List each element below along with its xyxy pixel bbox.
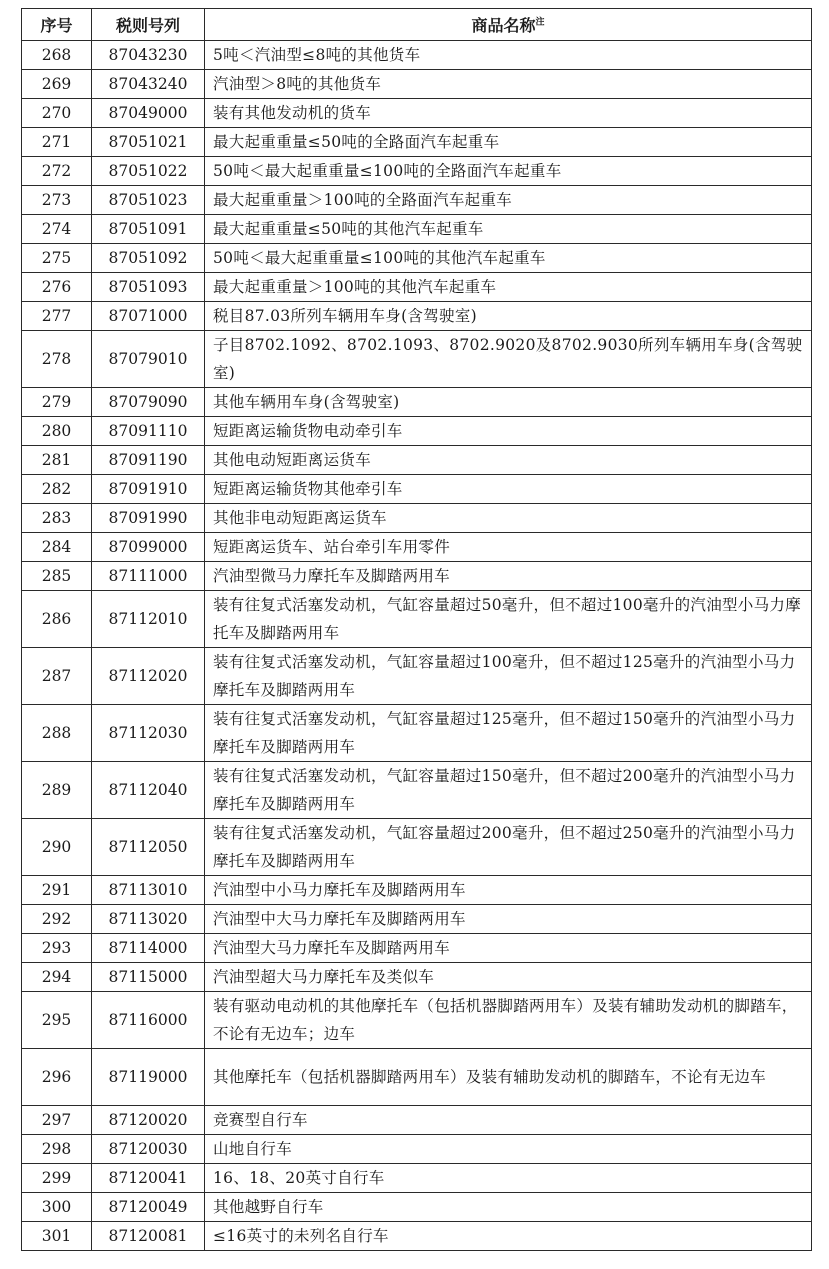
row-seq: 288 bbox=[22, 705, 92, 762]
row-seq: 301 bbox=[22, 1222, 92, 1251]
row-name: 山地自行车 bbox=[205, 1135, 812, 1164]
row-seq: 286 bbox=[22, 591, 92, 648]
row-name: 最大起重重量≤50吨的其他汽车起重车 bbox=[205, 215, 812, 244]
table-row bbox=[22, 905, 812, 934]
table-row bbox=[22, 388, 812, 417]
row-code: 87091110 bbox=[92, 417, 205, 446]
row-name: 最大起重重量≤50吨的全路面汽车起重车 bbox=[205, 128, 812, 157]
row-name: 50吨＜最大起重重量≤100吨的其他汽车起重车 bbox=[205, 244, 812, 273]
row-code: 87051022 bbox=[92, 157, 205, 186]
row-seq: 272 bbox=[22, 157, 92, 186]
table-row bbox=[22, 819, 812, 876]
header-name-note: 注 bbox=[535, 17, 545, 28]
row-name: 汽油型微马力摩托车及脚踏两用车 bbox=[205, 562, 812, 591]
row-code: 87113020 bbox=[92, 905, 205, 934]
row-seq: 285 bbox=[22, 562, 92, 591]
table-row bbox=[22, 533, 812, 562]
table-row bbox=[22, 41, 812, 70]
row-code: 87079010 bbox=[92, 331, 205, 388]
row-name: ≤16英寸的未列名自行车 bbox=[205, 1222, 812, 1251]
table-row bbox=[22, 446, 812, 475]
row-seq: 300 bbox=[22, 1193, 92, 1222]
table-row bbox=[22, 128, 812, 157]
table-row bbox=[22, 1049, 812, 1106]
row-code: 87112020 bbox=[92, 648, 205, 705]
row-seq: 278 bbox=[22, 331, 92, 388]
table-row bbox=[22, 417, 812, 446]
row-code: 87051091 bbox=[92, 215, 205, 244]
table-row bbox=[22, 215, 812, 244]
row-seq: 299 bbox=[22, 1164, 92, 1193]
row-name: 其他摩托车（包括机器脚踏两用车）及装有辅助发动机的脚踏车，不论有无边车 bbox=[205, 1049, 812, 1106]
row-code: 87120020 bbox=[92, 1106, 205, 1135]
table-row bbox=[22, 963, 812, 992]
row-name: 50吨＜最大起重重量≤100吨的全路面汽车起重车 bbox=[205, 157, 812, 186]
row-seq: 291 bbox=[22, 876, 92, 905]
header-seq: 序号 bbox=[22, 9, 92, 41]
row-seq: 270 bbox=[22, 99, 92, 128]
row-code: 87091910 bbox=[92, 475, 205, 504]
row-code: 87043240 bbox=[92, 70, 205, 99]
row-code: 87051093 bbox=[92, 273, 205, 302]
table-row bbox=[22, 876, 812, 905]
header-name-label: 商品名称 bbox=[471, 16, 536, 35]
row-code: 87071000 bbox=[92, 302, 205, 331]
row-code: 87051021 bbox=[92, 128, 205, 157]
table-row bbox=[22, 562, 812, 591]
table-body bbox=[22, 41, 812, 1251]
row-seq: 276 bbox=[22, 273, 92, 302]
header-code: 税则号列 bbox=[92, 9, 205, 41]
table-row bbox=[22, 302, 812, 331]
row-code: 87111000 bbox=[92, 562, 205, 591]
row-code: 87051092 bbox=[92, 244, 205, 273]
row-seq: 269 bbox=[22, 70, 92, 99]
row-name: 汽油型超大马力摩托车及类似车 bbox=[205, 963, 812, 992]
row-name: 汽油型中大马力摩托车及脚踏两用车 bbox=[205, 905, 812, 934]
row-code: 87115000 bbox=[92, 963, 205, 992]
row-seq: 298 bbox=[22, 1135, 92, 1164]
row-code: 87043230 bbox=[92, 41, 205, 70]
row-code: 87119000 bbox=[92, 1049, 205, 1106]
table-row bbox=[22, 648, 812, 705]
table-row bbox=[22, 157, 812, 186]
row-code: 87120030 bbox=[92, 1135, 205, 1164]
row-seq: 271 bbox=[22, 128, 92, 157]
table-row bbox=[22, 992, 812, 1049]
row-name: 装有往复式活塞发动机，气缸容量超过125毫升，但不超过150毫升的汽油型小马力摩托车及脚踏两用车 bbox=[205, 705, 812, 762]
table-row bbox=[22, 934, 812, 963]
row-name: 其他越野自行车 bbox=[205, 1193, 812, 1222]
table-row bbox=[22, 273, 812, 302]
row-name: 装有往复式活塞发动机，气缸容量超过150毫升，但不超过200毫升的汽油型小马力摩托车及脚踏两用车 bbox=[205, 762, 812, 819]
row-code: 87099000 bbox=[92, 533, 205, 562]
table-row bbox=[22, 1135, 812, 1164]
row-seq: 294 bbox=[22, 963, 92, 992]
row-name: 装有往复式活塞发动机，气缸容量超过50毫升，但不超过100毫升的汽油型小马力摩托车及脚踏两用车 bbox=[205, 591, 812, 648]
table-header-row bbox=[22, 9, 812, 41]
header-name bbox=[205, 9, 812, 41]
row-name: 短距离运货车、站台牵引车用零件 bbox=[205, 533, 812, 562]
row-name: 5吨＜汽油型≤8吨的其他货车 bbox=[205, 41, 812, 70]
row-seq: 290 bbox=[22, 819, 92, 876]
row-code: 87112050 bbox=[92, 819, 205, 876]
row-code: 87051023 bbox=[92, 186, 205, 215]
row-code: 87114000 bbox=[92, 934, 205, 963]
row-seq: 282 bbox=[22, 475, 92, 504]
table-row bbox=[22, 70, 812, 99]
row-seq: 297 bbox=[22, 1106, 92, 1135]
row-code: 87112030 bbox=[92, 705, 205, 762]
row-seq: 280 bbox=[22, 417, 92, 446]
row-seq: 296 bbox=[22, 1049, 92, 1106]
table-row bbox=[22, 1106, 812, 1135]
row-name: 税目87.03所列车辆用车身(含驾驶室) bbox=[205, 302, 812, 331]
row-code: 87120049 bbox=[92, 1193, 205, 1222]
row-name: 短距离运输货物电动牵引车 bbox=[205, 417, 812, 446]
row-code: 87091990 bbox=[92, 504, 205, 533]
row-code: 87049000 bbox=[92, 99, 205, 128]
table-row bbox=[22, 244, 812, 273]
table-row bbox=[22, 1222, 812, 1251]
row-name: 最大起重重量＞100吨的其他汽车起重车 bbox=[205, 273, 812, 302]
row-code: 87112040 bbox=[92, 762, 205, 819]
row-code: 87113010 bbox=[92, 876, 205, 905]
row-seq: 293 bbox=[22, 934, 92, 963]
row-name: 其他车辆用车身(含驾驶室) bbox=[205, 388, 812, 417]
table-row bbox=[22, 762, 812, 819]
row-name: 汽油型中小马力摩托车及脚踏两用车 bbox=[205, 876, 812, 905]
row-seq: 287 bbox=[22, 648, 92, 705]
row-name: 装有往复式活塞发动机，气缸容量超过100毫升，但不超过125毫升的汽油型小马力摩托车及脚踏两用车 bbox=[205, 648, 812, 705]
row-code: 87091190 bbox=[92, 446, 205, 475]
row-name: 最大起重重量＞100吨的全路面汽车起重车 bbox=[205, 186, 812, 215]
row-seq: 281 bbox=[22, 446, 92, 475]
row-seq: 268 bbox=[22, 41, 92, 70]
row-name: 汽油型＞8吨的其他货车 bbox=[205, 70, 812, 99]
row-code: 87120041 bbox=[92, 1164, 205, 1193]
table-row bbox=[22, 591, 812, 648]
table-row bbox=[22, 1164, 812, 1193]
table-row bbox=[22, 99, 812, 128]
row-seq: 284 bbox=[22, 533, 92, 562]
row-seq: 295 bbox=[22, 992, 92, 1049]
row-name: 子目8702.1092、8702.1093、8702.9020及8702.9030所列车辆用车身(含驾驶室) bbox=[205, 331, 812, 388]
row-seq: 292 bbox=[22, 905, 92, 934]
table-row bbox=[22, 705, 812, 762]
row-name: 其他非电动短距离运货车 bbox=[205, 504, 812, 533]
row-code: 87079090 bbox=[92, 388, 205, 417]
row-name: 装有驱动电动机的其他摩托车（包括机器脚踏两用车）及装有辅助发动机的脚踏车，不论有无边车；边车 bbox=[205, 992, 812, 1049]
row-seq: 283 bbox=[22, 504, 92, 533]
row-name: 装有往复式活塞发动机，气缸容量超过200毫升，但不超过250毫升的汽油型小马力摩托车及脚踏两用车 bbox=[205, 819, 812, 876]
table-row bbox=[22, 475, 812, 504]
row-seq: 289 bbox=[22, 762, 92, 819]
row-seq: 273 bbox=[22, 186, 92, 215]
row-seq: 277 bbox=[22, 302, 92, 331]
tariff-table bbox=[21, 8, 812, 1251]
table-row bbox=[22, 1193, 812, 1222]
row-code: 87116000 bbox=[92, 992, 205, 1049]
row-seq: 279 bbox=[22, 388, 92, 417]
row-name: 短距离运输货物其他牵引车 bbox=[205, 475, 812, 504]
row-name: 其他电动短距离运货车 bbox=[205, 446, 812, 475]
row-code: 87112010 bbox=[92, 591, 205, 648]
row-code: 87120081 bbox=[92, 1222, 205, 1251]
row-seq: 275 bbox=[22, 244, 92, 273]
table-row bbox=[22, 504, 812, 533]
table-row bbox=[22, 186, 812, 215]
row-seq: 274 bbox=[22, 215, 92, 244]
row-name: 16、18、20英寸自行车 bbox=[205, 1164, 812, 1193]
table-row bbox=[22, 331, 812, 388]
row-name: 汽油型大马力摩托车及脚踏两用车 bbox=[205, 934, 812, 963]
row-name: 装有其他发动机的货车 bbox=[205, 99, 812, 128]
row-name: 竞赛型自行车 bbox=[205, 1106, 812, 1135]
